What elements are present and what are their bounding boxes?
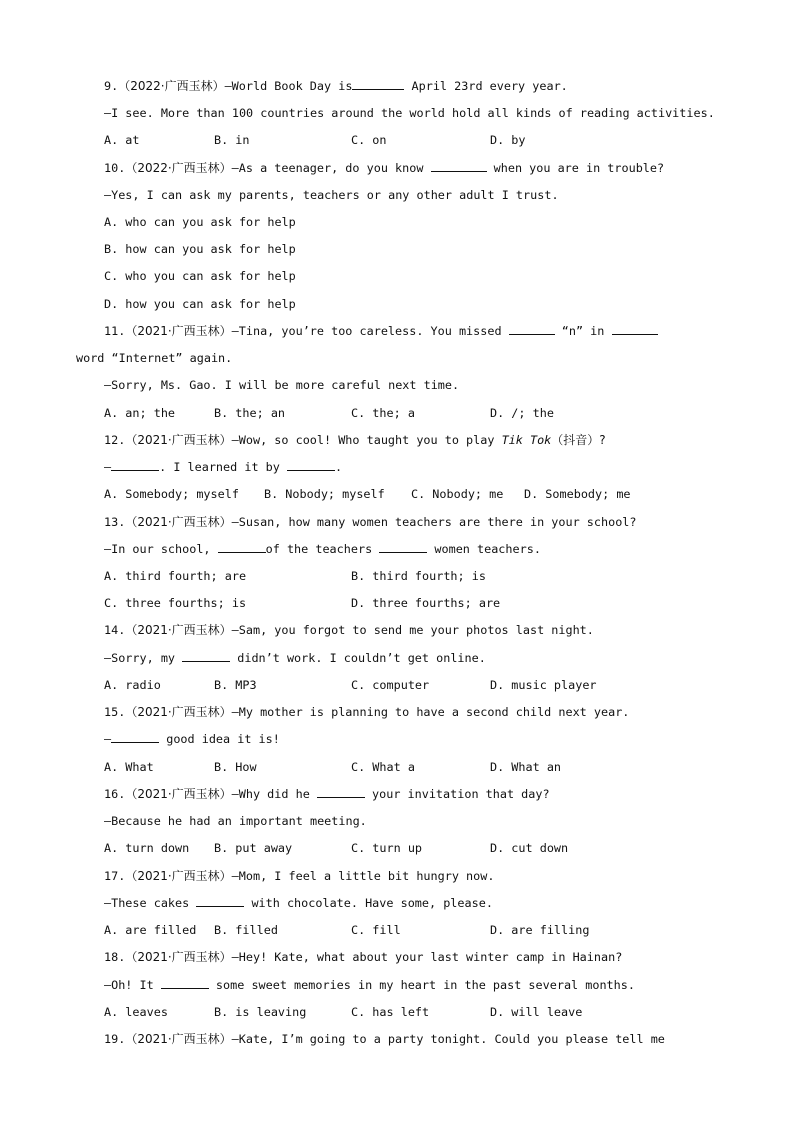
option-a[interactable]: A. turn down <box>104 841 190 855</box>
question-10-reply: —Yes, I can ask my parents, teachers or any other adult I trust. <box>104 188 559 202</box>
option-b[interactable]: B. How <box>214 760 257 774</box>
option-d[interactable]: D. music player <box>490 678 597 692</box>
option-a[interactable]: A. an; the <box>104 406 176 420</box>
option-a[interactable]: A. What <box>104 760 154 774</box>
question-15-stem: 15.（2021·广西玉林）—My mother is planning to have a second child next year. <box>104 705 630 719</box>
option-b[interactable]: B. is leaving <box>214 1005 307 1019</box>
answer-blank[interactable] <box>161 978 209 989</box>
answer-blank[interactable] <box>612 324 658 335</box>
answer-blank[interactable] <box>218 542 266 553</box>
answer-blank[interactable] <box>379 542 427 553</box>
question-9-reply: —I see. More than 100 countries around the world hold all kinds of reading activities. <box>104 106 715 120</box>
option-b[interactable]: B. put away <box>214 841 293 855</box>
question-13-reply: —In our school, of the teachers women teachers. <box>104 542 541 556</box>
answer-blank[interactable] <box>431 161 487 172</box>
question-14-stem: 14.（2021·广西玉林）—Sam, you forgot to send me your photos last night. <box>104 623 594 637</box>
answer-blank[interactable] <box>352 79 404 90</box>
option-a[interactable]: A. at <box>104 133 140 147</box>
option-c[interactable]: C. turn up <box>351 841 423 855</box>
option-b[interactable]: B. in <box>214 133 250 147</box>
option-b[interactable]: B. Nobody; myself <box>264 487 385 501</box>
option-c[interactable]: C. Nobody; me <box>411 487 504 501</box>
question-14-reply: —Sorry, my didn’t work. I couldn’t get online. <box>104 651 486 665</box>
question-15-reply: — good idea it is! <box>104 732 280 746</box>
question-18-stem: 18.（2021·广西玉林）—Hey! Kate, what about your last winter camp in Hainan? <box>104 950 623 964</box>
option-c[interactable]: C. has left <box>351 1005 430 1019</box>
option-c[interactable]: C. fill <box>351 923 401 937</box>
question-16-reply: —Because he had an important meeting. <box>104 814 367 828</box>
option-c[interactable]: C. on <box>351 133 387 147</box>
option-b[interactable]: B. third fourth; is <box>351 569 486 583</box>
option-b[interactable]: B. MP3 <box>214 678 257 692</box>
option-c[interactable]: C. computer <box>351 678 430 692</box>
option-d[interactable]: D. /; the <box>490 406 554 420</box>
option-c[interactable]: C. What a <box>351 760 415 774</box>
answer-blank[interactable] <box>509 324 555 335</box>
question-11-stem: 11.（2021·广西玉林）—Tina, you’re too careless. You missed “n” in <box>104 323 658 339</box>
question-12-reply: — . I learned it by . <box>104 460 343 474</box>
option-a[interactable]: A. leaves <box>104 1005 168 1019</box>
option-d[interactable]: D. are filling <box>490 923 590 937</box>
option-d[interactable]: D. three fourths; are <box>351 596 501 610</box>
option-a[interactable]: A. Somebody; myself <box>104 487 239 501</box>
option-a[interactable]: A. who can you ask for help <box>104 215 296 229</box>
question-17-stem: 17.（2021·广西玉林）—Mom, I feel a little bit hungry now. <box>104 869 495 883</box>
answer-blank[interactable] <box>196 896 244 907</box>
option-a[interactable]: A. third fourth; are <box>104 569 247 583</box>
question-13-stem: 13.（2021·广西玉林）—Susan, how many women teachers are there in your school? <box>104 515 637 529</box>
option-a[interactable]: A. radio <box>104 678 161 692</box>
answer-blank[interactable] <box>111 732 159 743</box>
option-d[interactable]: D. Somebody; me <box>524 487 631 501</box>
question-18-reply: —Oh! It some sweet memories in my heart in the past several months. <box>104 978 635 992</box>
option-d[interactable]: D. by <box>490 133 526 147</box>
answer-blank[interactable] <box>317 787 365 798</box>
question-12-stem: 12.（2021·广西玉林）—Wow, so cool! Who taught you to play Tik Tok（抖音）? <box>104 433 606 447</box>
question-11-reply: —Sorry, Ms. Gao. I will be more careful next time. <box>104 378 460 392</box>
option-d[interactable]: D. will leave <box>490 1005 583 1019</box>
answer-blank[interactable] <box>111 460 159 471</box>
answer-blank[interactable] <box>287 460 335 471</box>
answer-blank[interactable] <box>182 651 230 662</box>
question-10-stem: 10.（2022·广西玉林）—As a teenager, do you know when you are in trouble? <box>104 161 665 175</box>
option-b[interactable]: B. how can you ask for help <box>104 242 296 256</box>
option-c[interactable]: C. the; a <box>351 406 415 420</box>
question-11-stem-cont: word “Internet” again. <box>76 351 233 365</box>
option-d[interactable]: D. how you can ask for help <box>104 297 296 311</box>
option-b[interactable]: B. the; an <box>214 406 286 420</box>
question-16-stem: 16.（2021·广西玉林）—Why did he your invitation that day? <box>104 787 550 801</box>
option-a[interactable]: A. are filled <box>104 923 197 937</box>
question-9-stem: 9.（2022·广西玉林）—World Book Day is April 23rd every year. <box>104 79 568 93</box>
option-d[interactable]: D. What an <box>490 760 562 774</box>
question-17-reply: —These cakes with chocolate. Have some, please. <box>104 896 493 910</box>
option-d[interactable]: D. cut down <box>490 841 569 855</box>
option-b[interactable]: B. filled <box>214 923 278 937</box>
question-19-stem: 19.（2021·广西玉林）—Kate, I’m going to a party tonight. Could you please tell me <box>104 1032 665 1046</box>
option-c[interactable]: C. three fourths; is <box>104 596 247 610</box>
option-c[interactable]: C. who you can ask for help <box>104 269 296 283</box>
